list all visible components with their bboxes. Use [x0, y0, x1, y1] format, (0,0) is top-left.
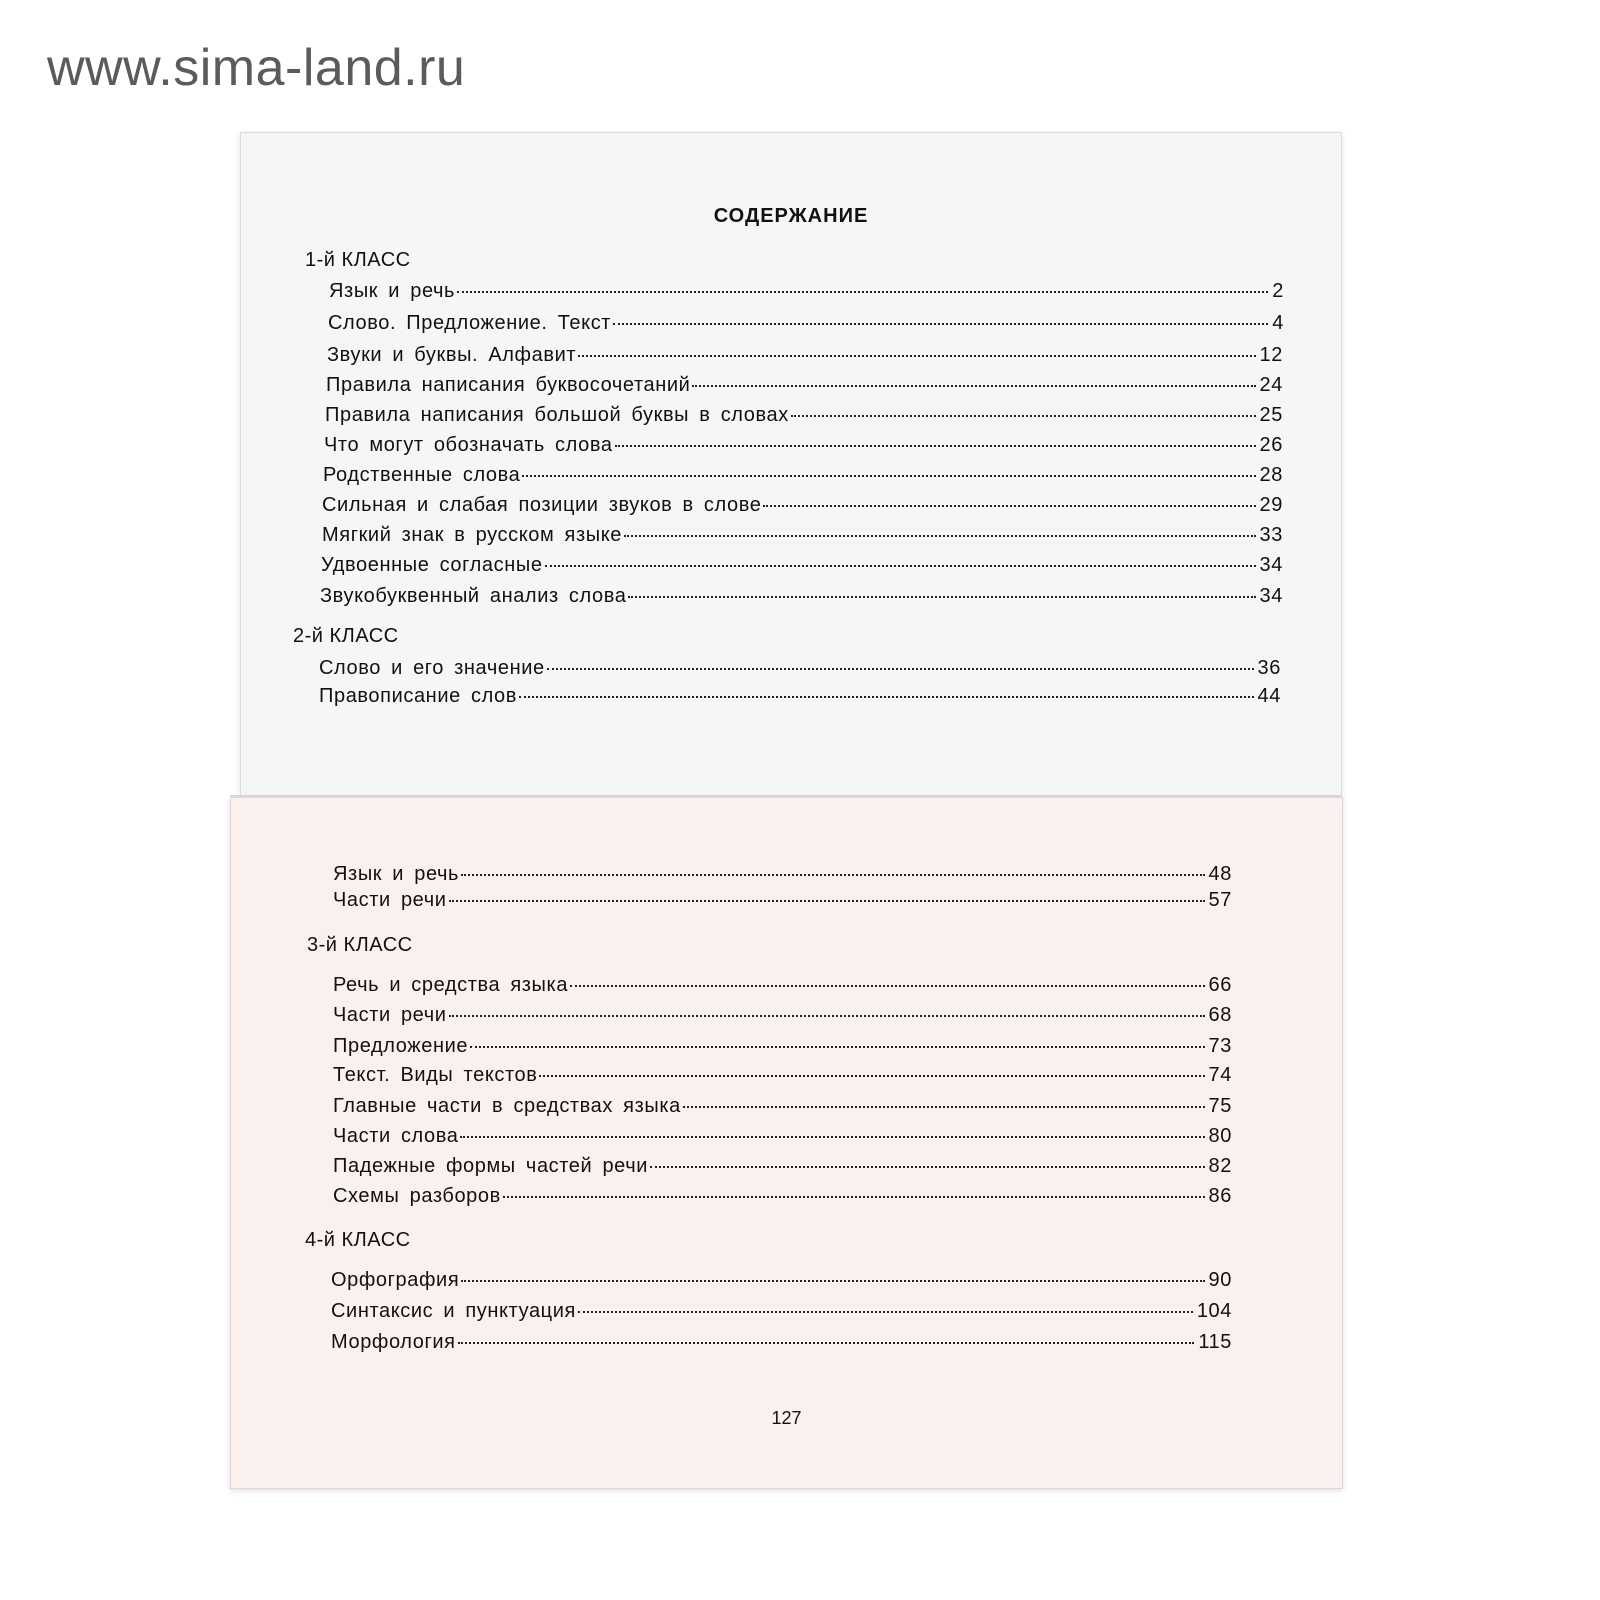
grade4-heading: 4-й КЛАСС — [305, 1229, 411, 1251]
toc-leader — [503, 1196, 1205, 1198]
toc-page: 86 — [1208, 1185, 1232, 1207]
toc-row[interactable] — [325, 404, 1283, 427]
toc-row[interactable] — [333, 1185, 1232, 1208]
toc-page: 34 — [1259, 585, 1283, 607]
toc-row[interactable] — [333, 1125, 1232, 1148]
toc-page: 104 — [1196, 1300, 1232, 1322]
toc-row[interactable] — [333, 1035, 1232, 1058]
toc-title: Мягкий знак в русском языке — [322, 524, 623, 546]
toc-page: 90 — [1208, 1269, 1232, 1291]
toc-row[interactable] — [326, 374, 1283, 397]
toc-page: 48 — [1208, 863, 1232, 885]
toc-title: Слово и его значение — [319, 657, 545, 679]
toc-page: 73 — [1208, 1035, 1232, 1057]
toc-title: Язык и речь — [333, 863, 460, 885]
toc-title: Орфография — [331, 1269, 460, 1291]
toc-title: Удвоенные согласные — [321, 554, 543, 576]
toc-page: 24 — [1259, 374, 1283, 396]
toc-row[interactable] — [329, 280, 1284, 303]
grade1-heading: 1-й КЛАСС — [305, 249, 411, 271]
toc-leader — [628, 596, 1255, 598]
toc-leader — [613, 323, 1268, 325]
toc-title: Падежные формы частей речи — [333, 1155, 649, 1177]
toc-page: 29 — [1259, 494, 1283, 516]
toc-title: Текст. Виды текстов — [333, 1064, 538, 1086]
toc-page: 12 — [1259, 344, 1283, 366]
toc-page: 115 — [1198, 1331, 1232, 1353]
toc-row[interactable] — [323, 464, 1283, 487]
toc-row[interactable] — [333, 863, 1232, 886]
toc-title: Предложение — [333, 1035, 469, 1057]
toc-page: 44 — [1257, 685, 1281, 707]
toc-page: 74 — [1208, 1064, 1232, 1086]
toc-title: Родственные слова — [323, 464, 521, 486]
toc-leader — [683, 1106, 1205, 1108]
toc-leader — [763, 505, 1255, 507]
toc-title: Части слова — [333, 1125, 459, 1147]
toc-row[interactable] — [333, 974, 1232, 997]
toc-leader — [615, 445, 1256, 447]
toc-row[interactable] — [331, 1269, 1232, 1292]
toc-leader — [522, 475, 1255, 477]
toc-leader — [578, 1311, 1193, 1313]
toc-page: 28 — [1259, 464, 1283, 486]
toc-title: Звуки и буквы. Алфавит — [327, 344, 577, 366]
toc-leader — [460, 1136, 1204, 1138]
toc-title: Речь и средства языка — [333, 974, 569, 996]
toc-title: Что могут обозначать слова — [324, 434, 613, 456]
toc-title: Морфология — [331, 1331, 456, 1353]
toc-row[interactable] — [319, 657, 1281, 680]
toc-leader — [519, 696, 1254, 698]
toc-leader — [624, 535, 1256, 537]
toc-title: Части речи — [333, 889, 447, 911]
contents-heading: СОДЕРЖАНИЕ — [713, 205, 869, 227]
toc-page: 68 — [1208, 1004, 1232, 1026]
toc-row[interactable] — [333, 1004, 1232, 1027]
toc-page: 75 — [1208, 1095, 1232, 1117]
toc-leader — [539, 1075, 1204, 1077]
grade2-heading: 2-й КЛАСС — [293, 625, 399, 647]
toc-title: Правописание слов — [319, 685, 518, 707]
toc-title: Главные части в средствах языка — [333, 1095, 681, 1117]
toc-title: Части речи — [333, 1004, 447, 1026]
toc-leader — [578, 355, 1255, 357]
toc-page: 36 — [1257, 657, 1281, 679]
toc-row[interactable] — [333, 1064, 1232, 1087]
toc-leader — [458, 1342, 1195, 1344]
toc-leader — [470, 1046, 1204, 1048]
toc-row[interactable] — [331, 1331, 1232, 1354]
toc-leader — [449, 900, 1205, 902]
toc-row[interactable] — [320, 585, 1283, 608]
toc-page: 4 — [1272, 312, 1284, 334]
toc-leader — [791, 415, 1256, 417]
toc-title: Синтаксис и пунктуация — [331, 1300, 576, 1322]
toc-page: 57 — [1208, 889, 1232, 911]
toc-leader — [570, 985, 1204, 987]
toc-title: Язык и речь — [329, 280, 456, 302]
toc-leader — [449, 1015, 1205, 1017]
grade3-heading: 3-й КЛАСС — [307, 934, 413, 956]
toc-row[interactable] — [322, 524, 1283, 547]
site-watermark: www.sima-land.ru — [47, 39, 466, 97]
bottom-page — [230, 797, 1343, 1489]
toc-leader — [457, 291, 1268, 293]
toc-leader — [692, 385, 1255, 387]
toc-title: Правила написания буквосочетаний — [326, 374, 691, 396]
toc-row[interactable] — [333, 1095, 1232, 1118]
toc-title: Слово. Предложение. Текст — [328, 312, 612, 334]
page-number: 127 — [771, 1408, 802, 1428]
toc-row[interactable] — [333, 1155, 1232, 1178]
toc-row[interactable] — [324, 434, 1283, 457]
toc-page: 66 — [1208, 974, 1232, 996]
toc-title: Звукобуквенный анализ слова — [320, 585, 627, 607]
top-page — [240, 132, 1342, 799]
toc-page: 2 — [1272, 280, 1284, 302]
toc-title: Схемы разборов — [333, 1185, 501, 1207]
toc-title: Правила написания большой буквы в словах — [325, 404, 789, 426]
toc-leader — [547, 668, 1254, 670]
toc-page: 25 — [1259, 404, 1283, 426]
toc-row[interactable] — [327, 344, 1283, 367]
toc-page: 82 — [1208, 1155, 1232, 1177]
toc-leader — [461, 874, 1205, 876]
toc-leader — [545, 565, 1256, 567]
toc-page: 26 — [1259, 434, 1283, 456]
toc-page: 80 — [1208, 1125, 1232, 1147]
toc-title: Сильная и слабая позиции звуков в слове — [322, 494, 762, 516]
toc-page: 34 — [1259, 554, 1283, 576]
toc-row[interactable] — [322, 494, 1283, 517]
toc-page: 33 — [1259, 524, 1283, 546]
toc-row[interactable] — [333, 889, 1232, 912]
toc-leader — [650, 1166, 1205, 1168]
toc-row[interactable] — [331, 1300, 1232, 1323]
toc-row[interactable] — [319, 685, 1281, 708]
toc-row[interactable] — [328, 312, 1284, 335]
toc-leader — [461, 1280, 1204, 1282]
toc-row[interactable] — [321, 554, 1283, 577]
